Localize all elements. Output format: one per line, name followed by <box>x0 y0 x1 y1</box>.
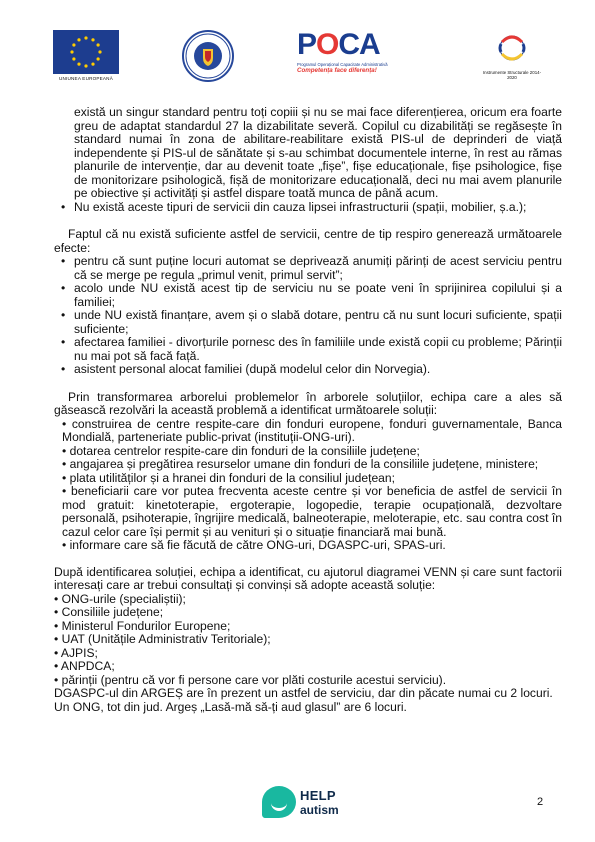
eu-star-icon <box>70 50 73 53</box>
solution-item: • dotarea centrelor respite-care din fonduri de la consiliile județene; <box>62 443 420 458</box>
stakeholder-item: • AJPIS; <box>54 645 98 660</box>
eu-star-icon <box>98 50 101 53</box>
stakeholder-item: • părinții (pentru că vor fi persone care vor plăti costurile acestui serviciu). <box>54 672 447 687</box>
poca-wordmark: POCA <box>297 28 380 61</box>
paragraph-solutions-intro: Prin transformarea arborelui problemelor în arborele soluțiilor, echipa care a ales să găsească rezolvări la această problemă a identificat următoarele soluții: <box>54 389 562 417</box>
eu-logo <box>53 30 119 81</box>
bullet-list-infrastructure <box>54 201 562 215</box>
solution-item: • angajarea și pregătirea resurselor umane din fonduri de la consiliile județene, ministere; <box>62 457 539 471</box>
structural-instruments-icon <box>480 30 544 70</box>
list-item: • afectarea familiei - divorțurile pornesc des în familiile unde există copii cu probleme; Părinții nu mai pot să facă față. <box>74 336 562 363</box>
solution-item: • informare care să fie făcută de către ONG-uri, DGASPC-uri, SPAS-uri. <box>62 538 446 552</box>
eu-star-icon <box>97 43 100 46</box>
structural-caption: Instrumente Structurale 2014-2020 <box>482 70 542 80</box>
list-item: • Nu există aceste tipuri de servicii din cauza lipsei infrastructurii (spații, mobilier, ș.a.); <box>74 201 562 215</box>
romanian-government-logo <box>182 30 234 82</box>
eu-star-icon <box>97 57 100 60</box>
solution-item: • plata utilităților și a hranei din fonduri de la consiliul județean; <box>62 470 395 485</box>
stakeholder-item: • Ministerul Fondurilor Europene; <box>54 618 231 633</box>
structural-instruments-logo <box>480 30 544 80</box>
closing-line-dgaspc: DGASPC-ul din ARGEȘ are în prezent un astfel de serviciu, dar din păcate numai cu 2 locuri. <box>54 686 553 700</box>
paragraph-standard-continuation: există un singur standard pentru toți copiii și nu se mai face diferențierea, oricum era foarte greu de adaptat standardul 27 la dizabilitate severă. Copilul cu dizabilități se regăsește în standard numai în zona de abilitare-reabilitare există PIS-ul de deprinderi de viață independente și PIS-ul de sănătate și s-au schimbat documentele interne, în rest au rămas planurile de intervenție, dar au devenit toate „fișe”, fișe educaționale, fișe psihologice, fișe de monitorizare psihologică, fișă de monitorizare educațională, deci nu mai avem planurile pe obiective și activități și astfel dispare toată munca de până acum. <box>74 105 562 200</box>
eu-caption: UNIUNEA EUROPEANĂ <box>59 76 113 81</box>
solution-item: • construirea de centre respite-care din fonduri europene, fonduri guvernamentale, Banca Mondială, parteneriate public-privat (instituții-ONG-uri). <box>62 416 562 444</box>
paragraph-effects-intro: Faptul că nu există suficiente astfel de servicii, centre de tip respiro generează următoarele efecte: <box>54 227 562 255</box>
solutions-list <box>54 418 562 553</box>
stakeholder-item: • ANPDCA; <box>54 659 115 673</box>
help-logo-line1: HELP <box>300 788 336 803</box>
eu-star-icon <box>91 63 94 66</box>
eu-star-icon <box>84 64 87 67</box>
speech-bubble-icon <box>262 786 296 818</box>
list-item: • pentru că sunt puține locuri automat se deprivează anumiți părinți de acest serviciu pentru că se merge pe regula „primul venit, primul servit”; <box>74 255 562 282</box>
help-logo-line2: autism <box>300 803 339 817</box>
closing-line-ong: Un ONG, tot din jud. Argeș „Lasă-mă să-ți aud glasul” are 6 locuri. <box>54 699 407 714</box>
eu-flag-icon <box>53 30 119 74</box>
poca-tagline: Competența face diferența! <box>297 67 377 74</box>
eu-star-icon <box>72 43 75 46</box>
poca-logo <box>297 28 417 84</box>
solution-item: • beneficiarii care vor putea frecventa aceste centre și vor beneficia de astfel de servicii în mod gratuit: kinetoterapie, ergoterapie, logopedie, terapie ocupațională, dezvoltare personală, psihoterapie, îngrijire medicală, balneoterapie, meloterapie, etc. sau contra cost în cazul celor care își permit și au venituri și o situație financiară mai bună. <box>62 484 562 539</box>
poca-subtitle: Programul Operațional Capacitate Administrativă <box>297 62 388 67</box>
eu-star-icon <box>91 38 94 41</box>
page-number: 2 <box>537 796 544 808</box>
document-body <box>54 106 562 714</box>
stakeholders-list <box>54 593 562 688</box>
stakeholder-item: • Consiliile județene; <box>54 605 164 619</box>
eu-star-icon <box>72 57 75 60</box>
eu-star-icon <box>77 38 80 41</box>
help-autism-logo <box>262 786 352 826</box>
bullet-list-effects <box>54 255 562 377</box>
list-item: • unde NU există finanțare, avem și o slabă dotare, pentru că nu sunt locuri suficiente, spații suficiente; <box>74 309 562 336</box>
list-item: • asistent personal alocat familiei (după modelul celor din Norvegia). <box>74 363 562 377</box>
eu-star-icon <box>77 63 80 66</box>
paragraph-venn-intro: După identificarea soluției, echipa a identificat, cu ajutorul diagramei VENN și care sunt factorii interesați care ar trebui consultați și convinși să adopte această soluție: <box>54 564 562 592</box>
stakeholder-item: • ONG-urile (specialiștii); <box>54 591 186 606</box>
eu-star-icon <box>84 36 87 39</box>
list-item: • acolo unde NU există acest tip de serviciu nu se poate veni în sprijinirea copilului și a familiei; <box>74 282 562 309</box>
stakeholder-item: • UAT (Unitățile Administrativ Teritoriale); <box>54 632 271 646</box>
